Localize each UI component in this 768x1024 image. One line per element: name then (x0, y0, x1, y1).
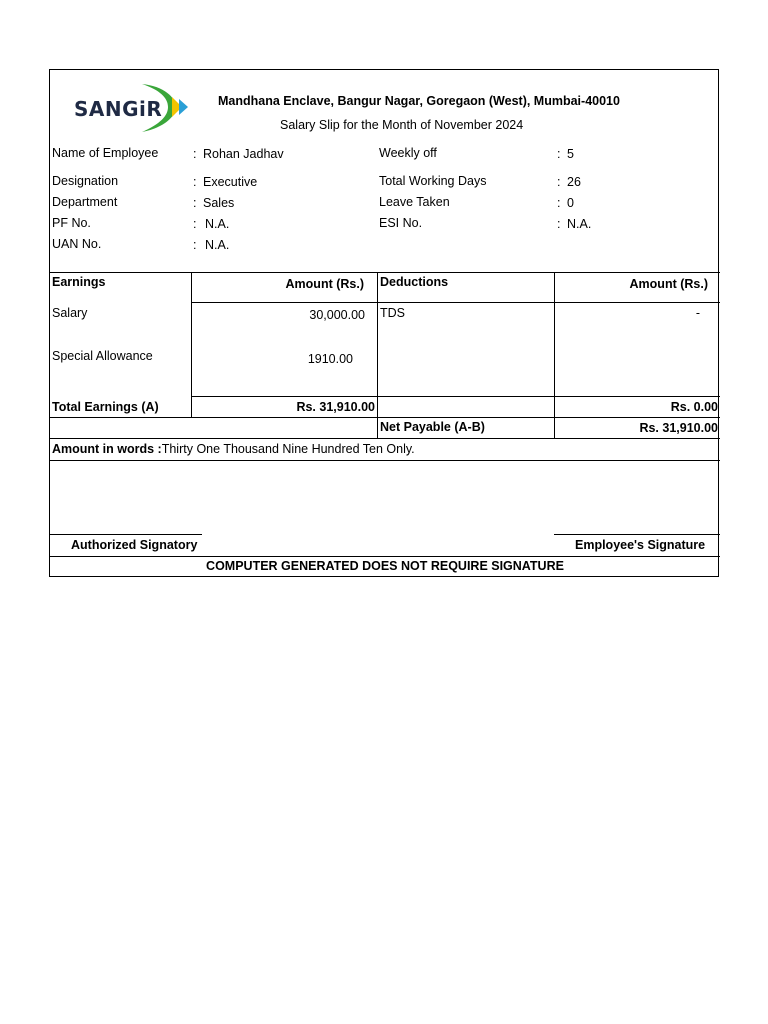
net-bottom-line (50, 438, 720, 439)
table-top-line (50, 272, 720, 273)
pf-label: PF No. (52, 216, 91, 230)
department-label: Department (52, 195, 118, 209)
esi-label: ESI No. (379, 216, 423, 230)
sign-line-left (50, 534, 202, 535)
leave-sep: : (557, 196, 561, 210)
name-label: Name of Employee (52, 146, 159, 160)
pf-sep: : (193, 217, 197, 231)
uan-sep: : (193, 238, 197, 252)
net-payable-label: Net Payable (A-B) (380, 420, 485, 434)
earning-amount-allowance: 1910.00 (307, 352, 353, 366)
working-days-value: 26 (567, 175, 581, 189)
sign-line-right (554, 534, 720, 535)
deduction-amount-tds: - (695, 306, 700, 320)
total-deductions-value: Rs. 0.00 (670, 400, 718, 414)
col-line-1 (191, 272, 192, 417)
amount-in-words-label: Amount in words : (52, 442, 162, 456)
uan-label: UAN No. (52, 237, 102, 251)
esi-value: N.A. (567, 217, 592, 231)
col-line-2 (377, 272, 378, 438)
designation-value: Executive (203, 175, 258, 189)
deduction-label-tds: TDS (380, 306, 405, 320)
amount-header-deductions: Amount (Rs.) (629, 277, 708, 291)
earning-amount-salary: 30,000.00 (309, 308, 365, 322)
earning-label-allowance: Special Allowance (52, 349, 153, 363)
uan-value: N.A. (205, 238, 230, 252)
footer-note: COMPUTER GENERATED DOES NOT REQUIRE SIGNATURE (206, 559, 564, 573)
total-bottom-line (50, 417, 720, 418)
earnings-header: Earnings (52, 275, 106, 289)
company-address: Mandhana Enclave, Bangur Nagar, Goregaon (West), Mumbai-40010 (218, 94, 620, 108)
department-sep: : (193, 196, 197, 210)
footer-top-line (50, 556, 720, 557)
department-value: Sales (203, 196, 235, 210)
deductions-header: Deductions (380, 275, 449, 289)
employee-signature: Employee's Signature (575, 538, 706, 552)
amount-in-words (52, 442, 415, 456)
weekly-off-value: 5 (567, 147, 574, 161)
total-earnings-value: Rs. 31,910.00 (296, 400, 375, 414)
total-earnings-label: Total Earnings (A) (52, 400, 159, 414)
company-logo (72, 80, 192, 134)
name-sep: : (193, 147, 197, 161)
designation-label: Designation (52, 174, 119, 188)
net-payable-value: Rs. 31,910.00 (639, 421, 718, 435)
col-line-3 (554, 272, 555, 438)
amount-header-earnings: Amount (Rs.) (285, 277, 364, 291)
leave-label: Leave Taken (379, 195, 450, 209)
weekly-off-label: Weekly off (379, 146, 437, 160)
working-days-label: Total Working Days (379, 174, 487, 188)
slip-title: Salary Slip for the Month of November 2024 (280, 118, 524, 132)
header-bottom-line (191, 302, 720, 303)
working-days-sep: : (557, 175, 561, 189)
salary-slip (49, 69, 719, 577)
words-bottom-line (50, 460, 720, 461)
logo-text: SANGiR (74, 97, 163, 121)
esi-sep: : (557, 217, 561, 231)
earning-label-salary: Salary (52, 306, 88, 320)
total-top-line (191, 396, 720, 397)
designation-sep: : (193, 175, 197, 189)
authorized-signatory: Authorized Signatory (71, 538, 198, 552)
leave-value: 0 (567, 196, 574, 210)
amount-in-words-value: Thirty One Thousand Nine Hundred Ten Only. (161, 442, 415, 456)
weekly-off-sep: : (557, 147, 561, 161)
pf-value: N.A. (205, 217, 230, 231)
name-value: Rohan Jadhav (203, 147, 284, 161)
